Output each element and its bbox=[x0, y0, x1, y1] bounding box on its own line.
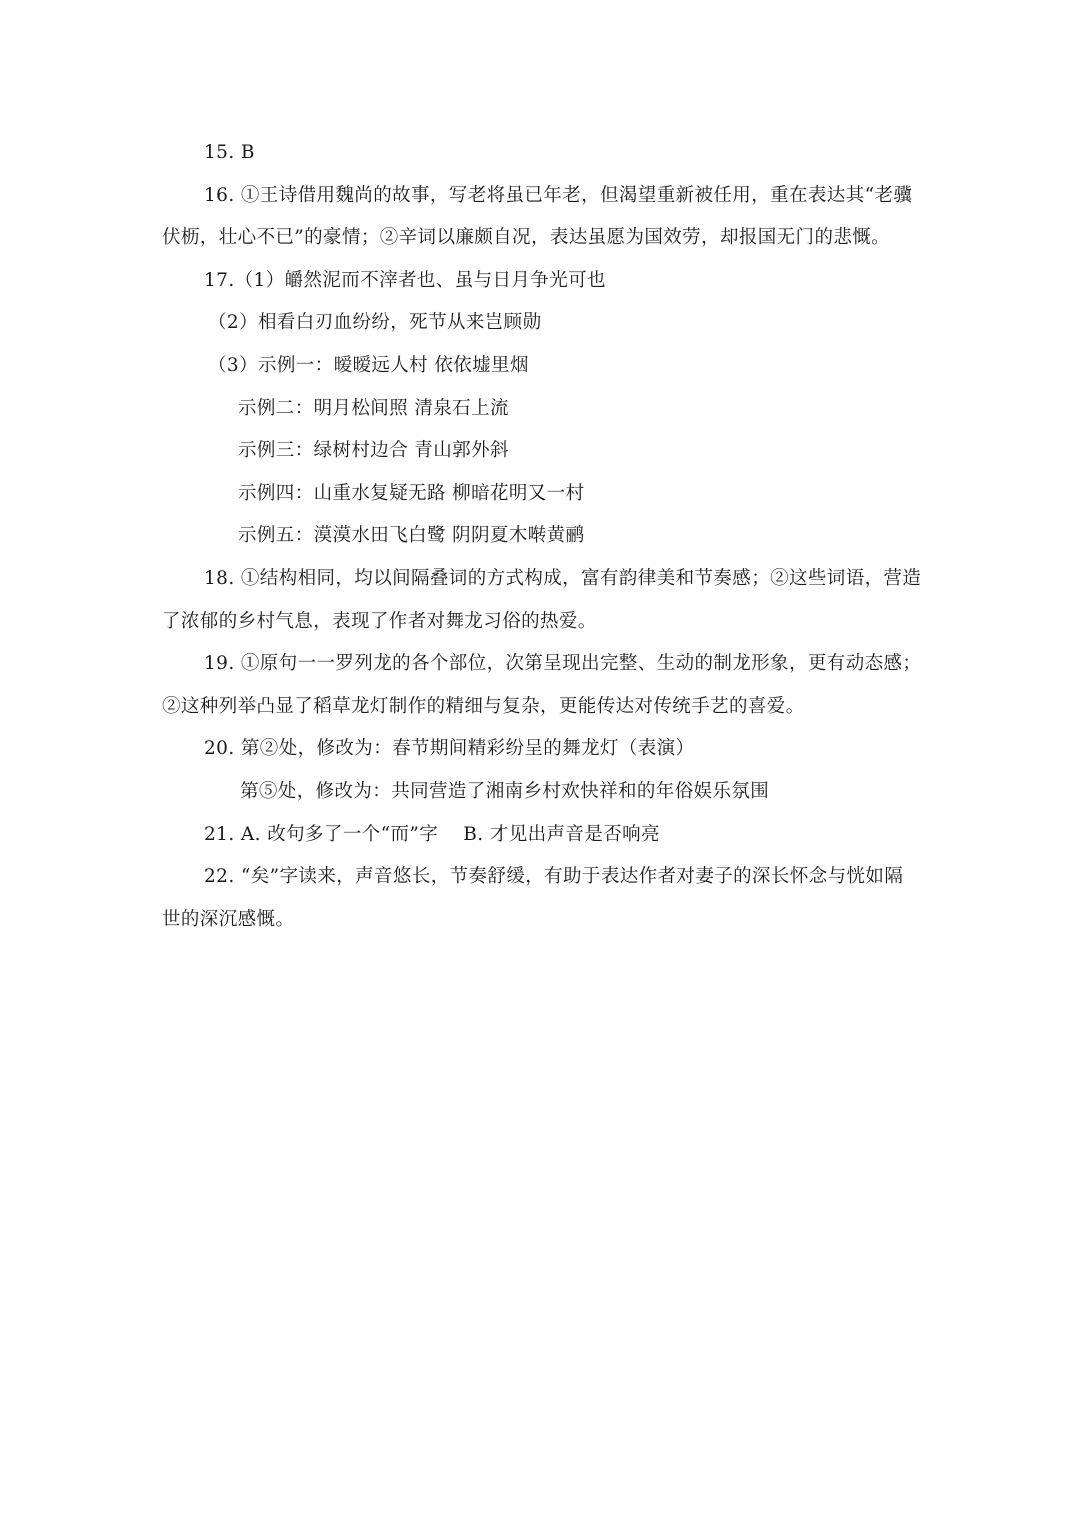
answer-text bbox=[162, 132, 922, 941]
answer-19-line-2: ②这种列举凸显了稻草龙灯制作的精细与复杂，更能传达对传统手艺的喜爱。 bbox=[162, 695, 805, 717]
answer-20-line-1: 20. 第②处，修改为：春节期间精彩纷呈的舞龙灯（表演） bbox=[204, 738, 695, 760]
answer-18-line-2: 了浓郁的乡村气息，表现了作者对舞龙习俗的热爱。 bbox=[162, 610, 597, 632]
answer-16-line-2: 伏枥，壮心不已”的豪情；②辛词以廉颇自况，表达虽愿为国效劳，却报国无门的悲慨。 bbox=[162, 227, 891, 249]
answer-17-example-2: 示例二：明月松间照 清泉石上流 bbox=[238, 397, 509, 419]
answer-17-part-3: （3）示例一：暧暧远人村 依依墟里烟 bbox=[208, 354, 529, 376]
answer-22-line-2: 世的深沉感慨。 bbox=[162, 908, 295, 930]
answer-17-example-3: 示例三：绿树村边合 青山郭外斜 bbox=[238, 440, 509, 462]
answer-20-line-2: 第⑤处，修改为：共同营造了湘南乡村欢快祥和的年俗娱乐氛围 bbox=[240, 780, 770, 802]
answer-15: 15. B bbox=[204, 142, 255, 163]
answer-16-line-1: 16. ①王诗借用魏尚的故事，写老将虽已年老，但渴望重新被任用，重在表达其“老骥 bbox=[204, 184, 913, 206]
answer-17-part-2: （2）相看白刃血纷纷，死节从来岂顾勋 bbox=[208, 312, 542, 334]
answer-17-example-4: 示例四：山重水复疑无路 柳暗花明又一村 bbox=[238, 482, 585, 504]
answer-17-part-1: 17.（1）皭然泥而不滓者也、虽与日月争光可也 bbox=[204, 269, 606, 291]
answer-22-line-1: 22. “矣”字读来，声音悠长，节奏舒缓，有助于表达作者对妻子的深长怀念与恍如隔 bbox=[204, 866, 904, 888]
answer-21: 21. A. 改句多了一个“而”字 B. 才见出声音是否响亮 bbox=[204, 823, 660, 845]
answer-19-line-1: 19. ①原句一一罗列龙的各个部位，次第呈现出完整、生动的制龙形象，更有动态感； bbox=[204, 653, 922, 675]
answer-18-line-1: 18. ①结构相同，均以间隔叠词的方式构成，富有韵律美和节奏感；②这些词语，营造 bbox=[204, 567, 922, 589]
answer-17-example-5: 示例五：漠漠水田飞白鹭 阴阴夏木啭黄鹂 bbox=[238, 525, 585, 547]
